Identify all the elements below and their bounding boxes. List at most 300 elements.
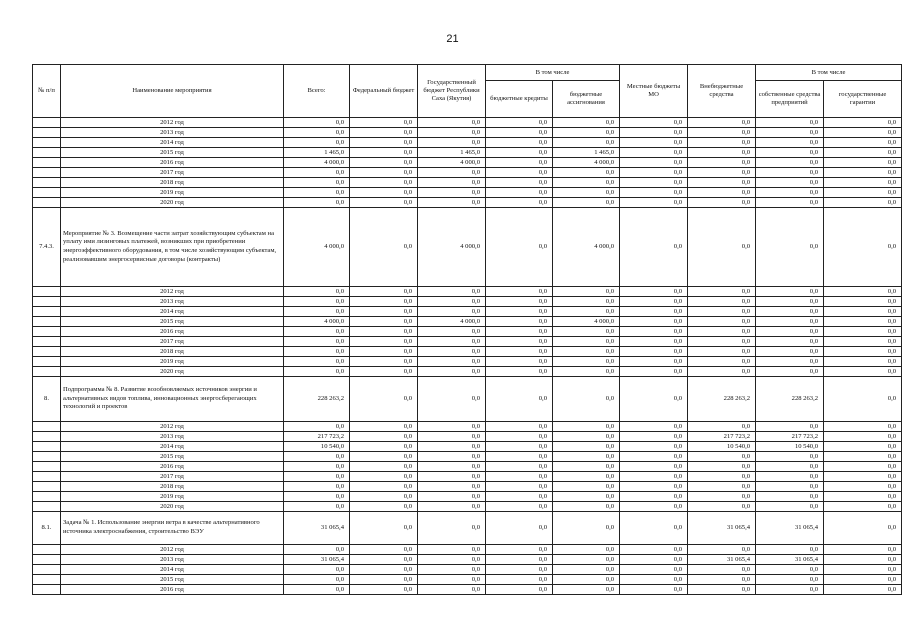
row-number-cell bbox=[33, 118, 61, 128]
value-cell: 0,0 bbox=[756, 287, 824, 297]
value-cell: 0,0 bbox=[756, 128, 824, 138]
table-row-year bbox=[33, 188, 902, 198]
row-number-cell bbox=[33, 347, 61, 357]
value-cell: 0,0 bbox=[350, 462, 418, 472]
value-cell: 0,0 bbox=[486, 502, 553, 512]
value-cell: 0,0 bbox=[756, 575, 824, 585]
value-cell: 0,0 bbox=[824, 357, 902, 367]
year-cell: 2016 год bbox=[61, 462, 284, 472]
table-row-year bbox=[33, 168, 902, 178]
value-cell: 0,0 bbox=[418, 575, 486, 585]
value-cell: 0,0 bbox=[620, 287, 688, 297]
year-cell: 2016 год bbox=[61, 158, 284, 168]
value-cell: 0,0 bbox=[350, 545, 418, 555]
year-cell: 2012 год bbox=[61, 545, 284, 555]
year-cell: 2014 год bbox=[61, 307, 284, 317]
table-row-year bbox=[33, 317, 902, 327]
value-cell: 0,0 bbox=[553, 168, 620, 178]
value-cell: 0,0 bbox=[284, 118, 350, 128]
year-cell: 2018 год bbox=[61, 482, 284, 492]
value-cell: 0,0 bbox=[284, 287, 350, 297]
value-cell: 0,0 bbox=[688, 575, 756, 585]
year-cell: 2018 год bbox=[61, 347, 284, 357]
value-cell: 0,0 bbox=[688, 317, 756, 327]
value-cell: 0,0 bbox=[418, 367, 486, 377]
value-cell: 0,0 bbox=[284, 138, 350, 148]
value-cell: 0,0 bbox=[620, 118, 688, 128]
value-cell: 0,0 bbox=[350, 168, 418, 178]
value-cell: 0,0 bbox=[620, 575, 688, 585]
value-cell: 228 263,2 bbox=[688, 377, 756, 422]
table-row-item bbox=[33, 377, 902, 422]
value-cell: 0,0 bbox=[688, 148, 756, 158]
table-row-year bbox=[33, 585, 902, 595]
value-cell: 0,0 bbox=[620, 327, 688, 337]
value-cell: 0,0 bbox=[688, 158, 756, 168]
header-extrabudget: Внебюджетные средства bbox=[688, 65, 756, 118]
value-cell: 0,0 bbox=[553, 442, 620, 452]
year-cell: 2013 год bbox=[61, 297, 284, 307]
value-cell: 0,0 bbox=[350, 502, 418, 512]
value-cell: 0,0 bbox=[418, 492, 486, 502]
year-cell: 2013 год bbox=[61, 555, 284, 565]
year-cell: 2016 год bbox=[61, 327, 284, 337]
value-cell: 1 465,0 bbox=[553, 148, 620, 158]
value-cell: 0,0 bbox=[553, 482, 620, 492]
value-cell: 0,0 bbox=[620, 297, 688, 307]
value-cell: 0,0 bbox=[350, 512, 418, 545]
value-cell: 0,0 bbox=[824, 168, 902, 178]
value-cell: 0,0 bbox=[418, 377, 486, 422]
row-number-cell bbox=[33, 327, 61, 337]
value-cell: 0,0 bbox=[824, 555, 902, 565]
header-federal: Федеральный бюджет bbox=[350, 65, 418, 118]
value-cell: 0,0 bbox=[553, 347, 620, 357]
value-cell: 0,0 bbox=[756, 482, 824, 492]
value-cell: 0,0 bbox=[418, 565, 486, 575]
value-cell: 0,0 bbox=[418, 138, 486, 148]
row-number-cell: 8.1. bbox=[33, 512, 61, 545]
value-cell: 0,0 bbox=[756, 545, 824, 555]
value-cell: 0,0 bbox=[688, 492, 756, 502]
value-cell: 0,0 bbox=[350, 472, 418, 482]
value-cell: 0,0 bbox=[418, 297, 486, 307]
item-name-cell: Подпрограмма № 8. Развитие возобновляемых источников энергии и альтернативных видов топлива, инновационных энергосберегающих технологий и проектов bbox=[61, 377, 284, 422]
value-cell: 4 000,0 bbox=[553, 317, 620, 327]
value-cell: 0,0 bbox=[756, 178, 824, 188]
value-cell: 0,0 bbox=[486, 472, 553, 482]
year-cell: 2018 год bbox=[61, 178, 284, 188]
value-cell: 0,0 bbox=[486, 128, 553, 138]
value-cell: 0,0 bbox=[824, 148, 902, 158]
value-cell: 0,0 bbox=[284, 472, 350, 482]
value-cell: 0,0 bbox=[756, 297, 824, 307]
value-cell: 0,0 bbox=[620, 492, 688, 502]
year-cell: 2014 год bbox=[61, 565, 284, 575]
value-cell: 0,0 bbox=[350, 178, 418, 188]
row-number-cell bbox=[33, 337, 61, 347]
table-row-year bbox=[33, 287, 902, 297]
value-cell: 0,0 bbox=[553, 327, 620, 337]
value-cell: 0,0 bbox=[284, 565, 350, 575]
value-cell: 0,0 bbox=[756, 452, 824, 462]
value-cell: 0,0 bbox=[418, 512, 486, 545]
value-cell: 0,0 bbox=[486, 118, 553, 128]
value-cell: 0,0 bbox=[688, 462, 756, 472]
value-cell: 0,0 bbox=[418, 198, 486, 208]
value-cell: 0,0 bbox=[350, 327, 418, 337]
value-cell: 0,0 bbox=[620, 452, 688, 462]
row-number-cell bbox=[33, 502, 61, 512]
value-cell: 217 723,2 bbox=[688, 432, 756, 442]
value-cell: 0,0 bbox=[350, 148, 418, 158]
value-cell: 0,0 bbox=[620, 168, 688, 178]
value-cell: 0,0 bbox=[486, 565, 553, 575]
row-number-cell bbox=[33, 442, 61, 452]
value-cell: 0,0 bbox=[486, 168, 553, 178]
value-cell: 0,0 bbox=[553, 472, 620, 482]
value-cell: 0,0 bbox=[688, 138, 756, 148]
value-cell: 0,0 bbox=[284, 492, 350, 502]
year-cell: 2020 год bbox=[61, 367, 284, 377]
table-body bbox=[33, 118, 902, 595]
value-cell: 0,0 bbox=[486, 208, 553, 287]
year-cell: 2013 год bbox=[61, 432, 284, 442]
value-cell: 0,0 bbox=[350, 377, 418, 422]
value-cell: 0,0 bbox=[620, 462, 688, 472]
table-row-year bbox=[33, 452, 902, 462]
value-cell: 0,0 bbox=[620, 208, 688, 287]
value-cell: 0,0 bbox=[553, 118, 620, 128]
value-cell: 0,0 bbox=[756, 357, 824, 367]
table-row-year bbox=[33, 462, 902, 472]
value-cell: 0,0 bbox=[486, 347, 553, 357]
row-number-cell bbox=[33, 138, 61, 148]
value-cell: 0,0 bbox=[688, 585, 756, 595]
year-cell: 2016 год bbox=[61, 585, 284, 595]
row-number-cell bbox=[33, 472, 61, 482]
value-cell: 0,0 bbox=[486, 178, 553, 188]
value-cell: 0,0 bbox=[688, 482, 756, 492]
value-cell: 228 263,2 bbox=[284, 377, 350, 422]
value-cell: 0,0 bbox=[620, 347, 688, 357]
table-row-year bbox=[33, 422, 902, 432]
value-cell: 0,0 bbox=[824, 178, 902, 188]
value-cell: 0,0 bbox=[350, 422, 418, 432]
value-cell: 0,0 bbox=[284, 198, 350, 208]
year-cell: 2015 год bbox=[61, 452, 284, 462]
value-cell: 0,0 bbox=[824, 317, 902, 327]
value-cell: 0,0 bbox=[756, 337, 824, 347]
value-cell: 0,0 bbox=[418, 128, 486, 138]
value-cell: 0,0 bbox=[824, 482, 902, 492]
table-row-year bbox=[33, 337, 902, 347]
table-row-year bbox=[33, 307, 902, 317]
value-cell: 0,0 bbox=[620, 337, 688, 347]
table-row-year bbox=[33, 158, 902, 168]
value-cell: 10 540,0 bbox=[756, 442, 824, 452]
value-cell: 0,0 bbox=[418, 585, 486, 595]
value-cell: 0,0 bbox=[756, 327, 824, 337]
row-number-cell: 8. bbox=[33, 377, 61, 422]
year-cell: 2017 год bbox=[61, 168, 284, 178]
value-cell: 0,0 bbox=[350, 585, 418, 595]
table-row-year bbox=[33, 148, 902, 158]
value-cell: 0,0 bbox=[620, 545, 688, 555]
table-row-item bbox=[33, 208, 902, 287]
value-cell: 1 465,0 bbox=[284, 148, 350, 158]
value-cell: 0,0 bbox=[418, 287, 486, 297]
year-cell: 2015 год bbox=[61, 317, 284, 327]
value-cell: 0,0 bbox=[553, 452, 620, 462]
value-cell: 0,0 bbox=[620, 482, 688, 492]
value-cell: 0,0 bbox=[350, 337, 418, 347]
value-cell: 4 000,0 bbox=[418, 317, 486, 327]
value-cell: 0,0 bbox=[756, 168, 824, 178]
row-number-cell bbox=[33, 555, 61, 565]
value-cell: 0,0 bbox=[418, 545, 486, 555]
header-credits: бюджетные кредиты bbox=[486, 81, 553, 118]
value-cell: 0,0 bbox=[350, 198, 418, 208]
value-cell: 1 465,0 bbox=[418, 148, 486, 158]
value-cell: 0,0 bbox=[620, 317, 688, 327]
value-cell: 0,0 bbox=[350, 128, 418, 138]
value-cell: 0,0 bbox=[350, 452, 418, 462]
value-cell: 0,0 bbox=[350, 118, 418, 128]
value-cell: 0,0 bbox=[418, 337, 486, 347]
header-local: Местные бюджеты МО bbox=[620, 65, 688, 118]
value-cell: 0,0 bbox=[553, 492, 620, 502]
value-cell: 0,0 bbox=[756, 307, 824, 317]
value-cell: 0,0 bbox=[486, 198, 553, 208]
value-cell: 0,0 bbox=[486, 307, 553, 317]
row-number-cell bbox=[33, 452, 61, 462]
value-cell: 31 065,4 bbox=[688, 512, 756, 545]
table-row-year bbox=[33, 432, 902, 442]
value-cell: 0,0 bbox=[824, 347, 902, 357]
value-cell: 0,0 bbox=[418, 347, 486, 357]
value-cell: 0,0 bbox=[620, 128, 688, 138]
value-cell: 0,0 bbox=[284, 178, 350, 188]
value-cell: 0,0 bbox=[350, 575, 418, 585]
value-cell: 0,0 bbox=[418, 168, 486, 178]
year-cell: 2014 год bbox=[61, 138, 284, 148]
value-cell: 0,0 bbox=[486, 585, 553, 595]
value-cell: 0,0 bbox=[824, 158, 902, 168]
value-cell: 0,0 bbox=[824, 512, 902, 545]
value-cell: 0,0 bbox=[486, 482, 553, 492]
value-cell: 0,0 bbox=[350, 208, 418, 287]
value-cell: 0,0 bbox=[620, 357, 688, 367]
value-cell: 0,0 bbox=[553, 575, 620, 585]
value-cell: 0,0 bbox=[284, 188, 350, 198]
value-cell: 0,0 bbox=[756, 198, 824, 208]
year-cell: 2017 год bbox=[61, 472, 284, 482]
value-cell: 0,0 bbox=[756, 188, 824, 198]
value-cell: 0,0 bbox=[756, 148, 824, 158]
value-cell: 0,0 bbox=[620, 512, 688, 545]
value-cell: 0,0 bbox=[350, 565, 418, 575]
value-cell: 0,0 bbox=[553, 188, 620, 198]
table-row-year bbox=[33, 442, 902, 452]
value-cell: 0,0 bbox=[688, 422, 756, 432]
value-cell: 0,0 bbox=[486, 545, 553, 555]
table-row-year bbox=[33, 545, 902, 555]
value-cell: 0,0 bbox=[284, 462, 350, 472]
value-cell: 0,0 bbox=[486, 462, 553, 472]
value-cell: 0,0 bbox=[824, 565, 902, 575]
table-row-year bbox=[33, 367, 902, 377]
value-cell: 0,0 bbox=[553, 287, 620, 297]
value-cell: 0,0 bbox=[688, 452, 756, 462]
row-number-cell bbox=[33, 492, 61, 502]
value-cell: 0,0 bbox=[688, 287, 756, 297]
item-name-cell: Мероприятие № 3. Возмещение части затрат хозяйствующим субъектам на уплату ими лизинговых платежей, возникших при приобретении энергоэффективного оборудования, в том числе хозяйствующим субъектам, реализовавшим энергосервисные договоры (контракты) bbox=[61, 208, 284, 287]
value-cell: 31 065,4 bbox=[284, 512, 350, 545]
value-cell: 0,0 bbox=[620, 585, 688, 595]
value-cell: 0,0 bbox=[620, 565, 688, 575]
row-number-cell bbox=[33, 148, 61, 158]
value-cell: 0,0 bbox=[284, 337, 350, 347]
value-cell: 0,0 bbox=[418, 482, 486, 492]
budget-table bbox=[32, 64, 902, 595]
value-cell: 0,0 bbox=[824, 307, 902, 317]
row-number-cell bbox=[33, 575, 61, 585]
value-cell: 0,0 bbox=[284, 585, 350, 595]
value-cell: 0,0 bbox=[824, 297, 902, 307]
value-cell: 0,0 bbox=[620, 188, 688, 198]
value-cell: 0,0 bbox=[486, 442, 553, 452]
value-cell: 0,0 bbox=[553, 377, 620, 422]
row-number-cell bbox=[33, 158, 61, 168]
table-row-year bbox=[33, 482, 902, 492]
value-cell: 0,0 bbox=[418, 555, 486, 565]
row-number-cell bbox=[33, 168, 61, 178]
value-cell: 0,0 bbox=[418, 422, 486, 432]
value-cell: 0,0 bbox=[486, 148, 553, 158]
value-cell: 0,0 bbox=[486, 337, 553, 347]
value-cell: 0,0 bbox=[284, 307, 350, 317]
value-cell: 0,0 bbox=[418, 462, 486, 472]
value-cell: 0,0 bbox=[284, 575, 350, 585]
year-cell: 2020 год bbox=[61, 198, 284, 208]
value-cell: 0,0 bbox=[824, 502, 902, 512]
row-number-cell bbox=[33, 462, 61, 472]
table-row-year bbox=[33, 502, 902, 512]
value-cell: 10 540,0 bbox=[284, 442, 350, 452]
value-cell: 0,0 bbox=[688, 178, 756, 188]
value-cell: 0,0 bbox=[350, 555, 418, 565]
value-cell: 0,0 bbox=[350, 297, 418, 307]
value-cell: 0,0 bbox=[824, 462, 902, 472]
value-cell: 0,0 bbox=[350, 317, 418, 327]
value-cell: 0,0 bbox=[824, 472, 902, 482]
value-cell: 0,0 bbox=[284, 168, 350, 178]
value-cell: 0,0 bbox=[688, 357, 756, 367]
year-cell: 2012 год bbox=[61, 118, 284, 128]
value-cell: 0,0 bbox=[824, 198, 902, 208]
value-cell: 0,0 bbox=[553, 565, 620, 575]
value-cell: 0,0 bbox=[553, 138, 620, 148]
value-cell: 0,0 bbox=[284, 327, 350, 337]
table-row-year bbox=[33, 492, 902, 502]
value-cell: 0,0 bbox=[620, 178, 688, 188]
header-allocations: бюджетные ассигнования bbox=[553, 81, 620, 118]
header-total: Всего: bbox=[284, 65, 350, 118]
value-cell: 0,0 bbox=[284, 367, 350, 377]
value-cell: 0,0 bbox=[620, 367, 688, 377]
value-cell: 0,0 bbox=[824, 432, 902, 442]
year-cell: 2015 год bbox=[61, 148, 284, 158]
table-row-year bbox=[33, 128, 902, 138]
value-cell: 0,0 bbox=[350, 482, 418, 492]
header-guarantees: государственные гарантии bbox=[824, 81, 902, 118]
value-cell: 0,0 bbox=[620, 138, 688, 148]
value-cell: 0,0 bbox=[284, 502, 350, 512]
value-cell: 0,0 bbox=[284, 452, 350, 462]
value-cell: 0,0 bbox=[284, 422, 350, 432]
row-number-cell bbox=[33, 188, 61, 198]
value-cell: 0,0 bbox=[688, 327, 756, 337]
value-cell: 0,0 bbox=[418, 432, 486, 442]
value-cell: 0,0 bbox=[553, 357, 620, 367]
year-cell: 2013 год bbox=[61, 128, 284, 138]
value-cell: 0,0 bbox=[418, 502, 486, 512]
value-cell: 0,0 bbox=[350, 158, 418, 168]
value-cell: 0,0 bbox=[688, 297, 756, 307]
table-row-year bbox=[33, 575, 902, 585]
year-cell: 2014 год bbox=[61, 442, 284, 452]
value-cell: 0,0 bbox=[486, 422, 553, 432]
value-cell: 0,0 bbox=[824, 128, 902, 138]
value-cell: 0,0 bbox=[486, 188, 553, 198]
value-cell: 0,0 bbox=[824, 337, 902, 347]
item-name-cell: Задача № 1. Использование энергии ветра в качестве альтернативного источника электроснабжения, строительство ВЭУ bbox=[61, 512, 284, 545]
value-cell: 0,0 bbox=[688, 502, 756, 512]
value-cell: 0,0 bbox=[824, 188, 902, 198]
value-cell: 0,0 bbox=[486, 158, 553, 168]
value-cell: 0,0 bbox=[418, 188, 486, 198]
value-cell: 0,0 bbox=[350, 432, 418, 442]
table-row-year bbox=[33, 178, 902, 188]
value-cell: 0,0 bbox=[688, 367, 756, 377]
year-cell: 2012 год bbox=[61, 287, 284, 297]
value-cell: 0,0 bbox=[824, 442, 902, 452]
value-cell: 0,0 bbox=[756, 422, 824, 432]
value-cell: 0,0 bbox=[284, 482, 350, 492]
value-cell: 31 065,4 bbox=[756, 512, 824, 545]
row-number-cell bbox=[33, 357, 61, 367]
value-cell: 4 000,0 bbox=[553, 158, 620, 168]
value-cell: 4 000,0 bbox=[418, 208, 486, 287]
header-num: № п/п bbox=[33, 65, 61, 118]
value-cell: 0,0 bbox=[350, 307, 418, 317]
table-row-year bbox=[33, 118, 902, 128]
table-row-year bbox=[33, 555, 902, 565]
value-cell: 0,0 bbox=[486, 432, 553, 442]
value-cell: 0,0 bbox=[418, 472, 486, 482]
value-cell: 0,0 bbox=[350, 442, 418, 452]
value-cell: 0,0 bbox=[418, 307, 486, 317]
value-cell: 0,0 bbox=[284, 297, 350, 307]
value-cell: 0,0 bbox=[284, 347, 350, 357]
header-own-funds: собственные средства предприятий bbox=[756, 81, 824, 118]
value-cell: 0,0 bbox=[824, 422, 902, 432]
value-cell: 0,0 bbox=[824, 138, 902, 148]
value-cell: 0,0 bbox=[688, 118, 756, 128]
row-number-cell bbox=[33, 128, 61, 138]
value-cell: 0,0 bbox=[688, 208, 756, 287]
